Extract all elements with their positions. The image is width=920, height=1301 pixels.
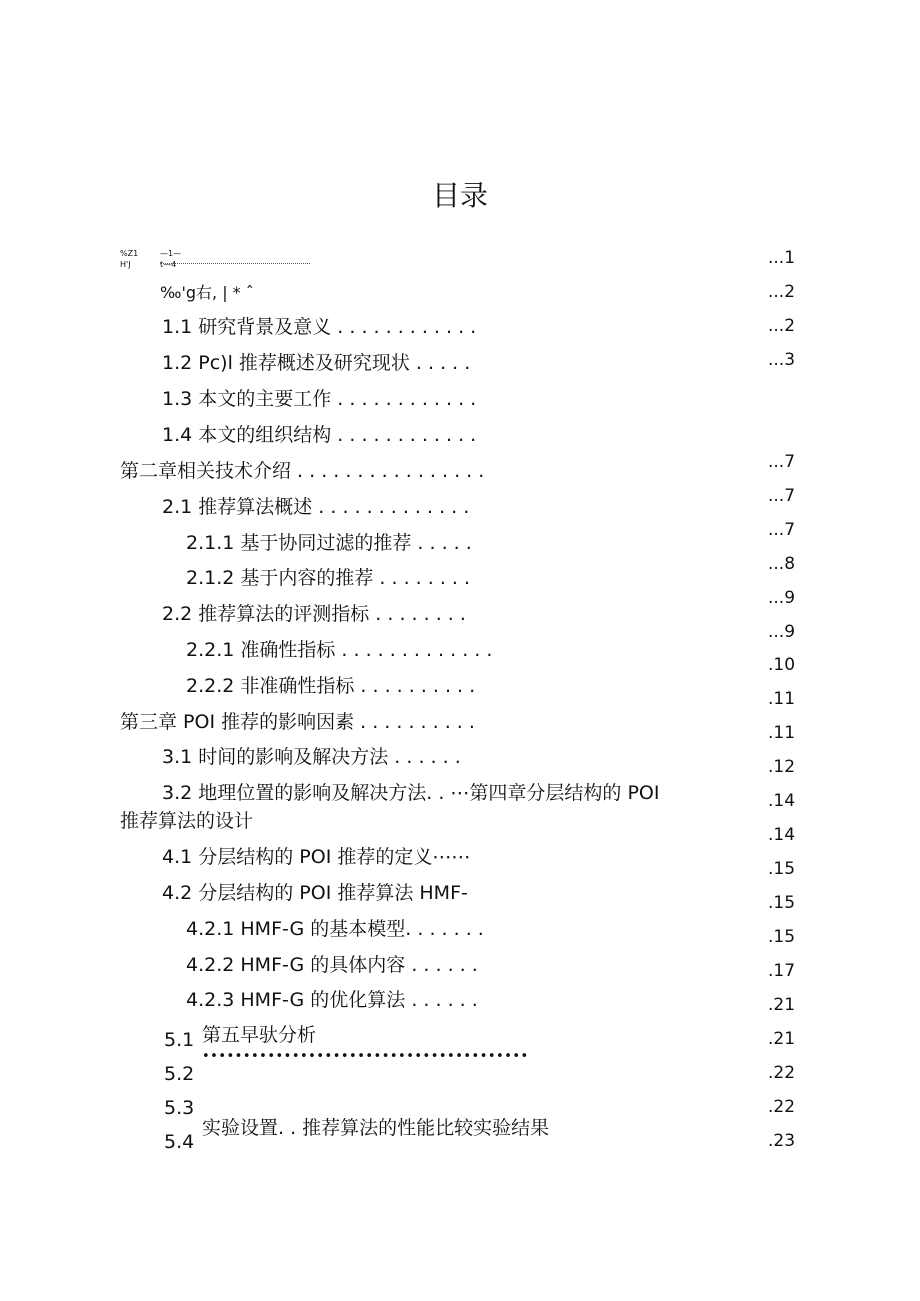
page-number: ...3 <box>768 350 796 370</box>
toc-entry[interactable]: 1.1 研究背景及意义 . . . . . . . . . . . . <box>162 316 477 338</box>
page-number: ...7 <box>768 486 796 506</box>
toc-subentry[interactable]: 2.2.2 非准确性指标 . . . . . . . . . . <box>186 675 476 697</box>
toc-chapter-continuation[interactable]: 推荐算法的设计 <box>120 810 254 832</box>
bullet-leader-row: •••••••••••••••••••••••••••••••••••••••• <box>202 1049 529 1064</box>
page-number: ...7 <box>768 452 796 472</box>
toc-title: 目录 <box>431 179 488 212</box>
page-number: .11 <box>768 689 796 709</box>
page-number: .23 <box>768 1131 796 1151</box>
header-glyph-d: t—4 <box>160 260 177 269</box>
page-number: .11 <box>768 723 796 743</box>
page-number: .15 <box>768 893 796 913</box>
toc-subentry[interactable]: 4.2.2 HMF-G 的具体内容 . . . . . . <box>186 954 478 976</box>
toc-entry[interactable]: 3.2 地理位置的影响及解决方法. . ⋯第四章分层结构的 POI <box>162 782 660 804</box>
toc-subentry[interactable]: 2.1.2 基于内容的推荐 . . . . . . . . <box>186 567 471 589</box>
toc-subentry[interactable]: 4.2.3 HMF-G 的优化算法 . . . . . . <box>186 989 478 1011</box>
toc-subentry[interactable]: 2.2.1 准确性指标 . . . . . . . . . . . . . <box>186 639 493 661</box>
page-number: .12 <box>768 757 796 777</box>
page-number: ...2 <box>768 316 796 336</box>
page-number: ...7 <box>768 520 796 540</box>
page-number: .15 <box>768 927 796 947</box>
toc-entry[interactable]: 1.3 本文的主要工作 . . . . . . . . . . . . <box>162 388 477 410</box>
toc-entry[interactable]: 1.4 本文的组织结构 . . . . . . . . . . . . <box>162 424 477 446</box>
page-number: .17 <box>768 961 796 981</box>
toc-section-number: 5.4 <box>164 1131 195 1153</box>
toc-entry[interactable]: 2.1 推荐算法概述 . . . . . . . . . . . . . <box>162 496 470 518</box>
page-number: ...1 <box>768 248 796 268</box>
toc-entry[interactable]: 3.1 时间的影响及解决方法 . . . . . . <box>162 746 461 768</box>
page-number: .21 <box>768 995 796 1015</box>
toc-chapter[interactable]: 第五早驮分析 <box>202 1024 317 1046</box>
page-number: .22 <box>768 1097 796 1117</box>
page-number: ...8 <box>768 554 796 574</box>
toc-chapter[interactable]: 第二章相关技术介绍 . . . . . . . . . . . . . . . . <box>120 460 485 482</box>
page-number: .14 <box>768 791 796 811</box>
toc-entry[interactable]: ‰'g右, | * ˆ <box>160 283 254 302</box>
page-number: ...2 <box>768 282 796 302</box>
header-glyph-c: —1— <box>160 249 182 258</box>
page-number: .15 <box>768 859 796 879</box>
toc-section-number: 5.2 <box>164 1063 195 1085</box>
header-glyph-b: H'J <box>120 260 131 269</box>
toc-subentry[interactable]: 2.1.1 基于协同过滤的推荐 . . . . . <box>186 532 472 554</box>
toc-subentry[interactable]: 4.2.1 HMF-G 的基本模型. . . . . . . <box>186 918 484 940</box>
toc-entry[interactable]: 2.2 推荐算法的评测指标 . . . . . . . . <box>162 603 466 625</box>
page-number: ...9 <box>768 588 796 608</box>
toc-chapter[interactable]: 第三章 POI 推荐的影响因素 . . . . . . . . . . <box>120 711 475 733</box>
toc-entry[interactable]: 1.2 Pc)l 推荐概述及研究现状 . . . . . <box>162 352 471 374</box>
toc-entry[interactable]: 实验设置. . 推荐算法的性能比较实验结果 <box>202 1117 550 1139</box>
toc-section-number: 5.3 <box>164 1097 195 1119</box>
page-number: ...9 <box>768 622 796 642</box>
toc-section-number: 5.1 <box>164 1029 195 1051</box>
toc-entry[interactable]: 4.1 分层结构的 POI 推荐的定义⋯⋯ <box>162 846 471 868</box>
page-number: .22 <box>768 1063 796 1083</box>
header-leader-dots <box>160 263 310 264</box>
toc-entry[interactable]: 4.2 分层结构的 POI 推荐算法 HMF- <box>162 882 468 904</box>
header-glyph-a: %Z1 <box>120 249 139 258</box>
page-number: .10 <box>768 655 796 675</box>
page-number: .21 <box>768 1029 796 1049</box>
page-number: .14 <box>768 825 796 845</box>
